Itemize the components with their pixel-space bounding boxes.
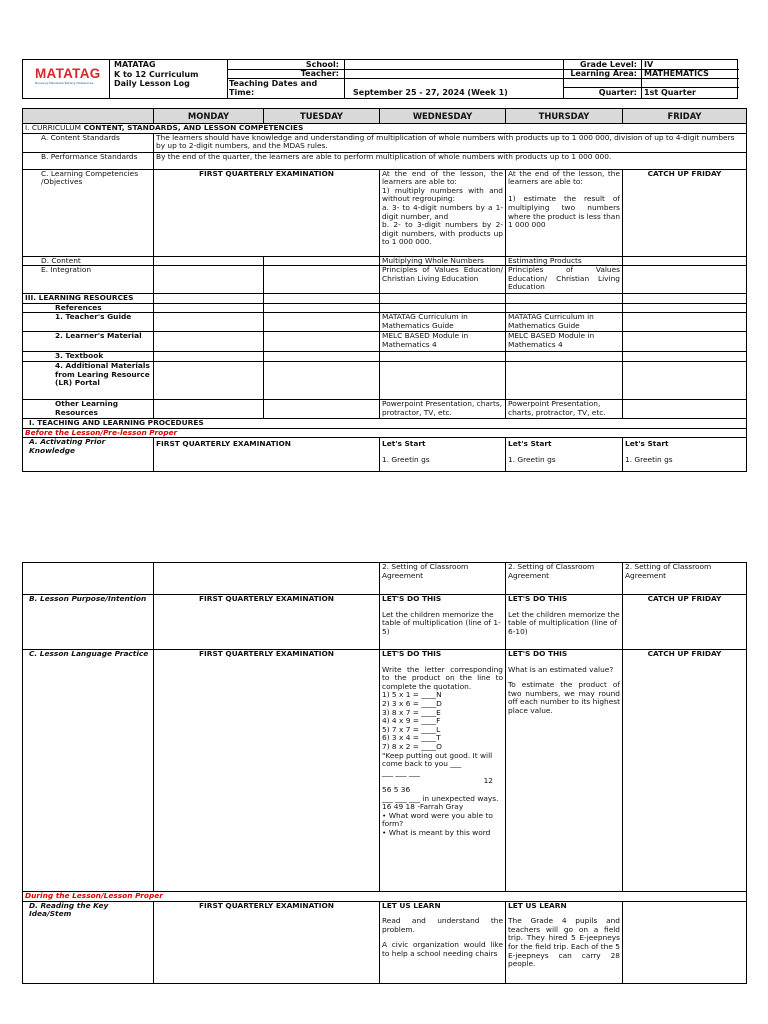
program-title xyxy=(111,60,230,89)
exam-banner: FIRST QUARTERLY EXAMINATION xyxy=(154,901,380,983)
day-header: TUESDAY xyxy=(264,109,380,124)
wed-lets-start: Let's Start 1. Greetin gs xyxy=(380,438,506,472)
reading-key-idea-label: D. Reading the Key Idea/Stem xyxy=(23,901,154,983)
content-standards-text: The learners should have knowledge and understanding of multiplication of whole numbers with products up to 1 000 000, division of up to 4-digit numbers by up to 2-digit numbers, and the MDAS rules. xyxy=(154,133,747,152)
section-curriculum-title: I. CURRICULUM CONTENT, STANDARDS, AND LESSON COMPETENCIES xyxy=(23,124,747,134)
catch-up-friday: CATCH UP FRIDAY xyxy=(623,169,747,256)
logo-text: MATATAG xyxy=(35,66,101,81)
quarter-value: 1st Quarter xyxy=(644,88,696,97)
content-label: D. Content xyxy=(23,256,154,266)
references-label: References xyxy=(23,303,154,313)
thu-lesson-purpose: LET'S DO THIS Let the children memorize the table of multiplication (line of 6-10) xyxy=(506,595,623,650)
catch-up-friday: CATCH UP FRIDAY xyxy=(623,650,747,892)
thu-teachers-guide: MATATAG Curriculum in Mathematics Guide xyxy=(506,313,623,332)
lesson-table xyxy=(22,108,747,472)
monday-exam-note: FIRST QUARTERLY EXAMINATION xyxy=(154,438,380,472)
thu-lets-start: Let's Start 1. Greetin gs xyxy=(506,438,623,472)
area-label: Learning Area: xyxy=(570,69,637,78)
grade-value: IV xyxy=(644,60,654,69)
program-line: MATATAG xyxy=(114,60,156,69)
section-resources-title: III. LEARNING RESOURCES xyxy=(23,294,154,304)
matatag-logo xyxy=(23,60,110,98)
exam-banner: FIRST QUARTERLY EXAMINATION xyxy=(154,595,380,650)
dates-value: September 25 - 27, 2024 (Week 1) xyxy=(353,88,508,97)
day-header: WEDNESDAY xyxy=(380,109,506,124)
wed-language-practice: LET'S DO THIS Write the letter corresponding to the product on the line to complete the quotation. 1) 5 x 1 = ____N 2) 3 x 6 = ____D 3) 8 x 7 = ____E 4) 4 x 9 = ____F 5) 7 x 7 = ____L 6) 3 x 4 = ____T 7) 8 x 2 = ____O "Keep putting out good. It will come back to you ___ ___ ___ ___ 12 56 5 36 ___ ___ ___ in unexpected ways. 16 49 18 -Farrah Gray • What word were you able to form? • What is meant by this word xyxy=(380,650,506,892)
wed-setting-agreement: 2. Setting of Classroom Agreement xyxy=(380,563,506,595)
thu-other-resources: Powerpoint Presentation, charts, protractor, TV, etc. xyxy=(506,399,623,418)
performance-standards-text: By the end of the quarter, the learners are able to perform multiplication of whole numbers with products up to 1 000 000. xyxy=(154,152,747,169)
thu-competency: At the end of the lesson, the learners are able to: 1) estimate the result of multiplying two numbers where the product is less than 1 000 000 xyxy=(506,169,623,256)
catch-up-friday: CATCH UP FRIDAY xyxy=(623,595,747,650)
area-value: MATHEMATICS xyxy=(644,69,709,78)
logo-tagline: Bansang Makabata Batang Makabansa xyxy=(35,81,94,85)
day-header-row xyxy=(23,109,747,124)
quarter-label: Quarter: xyxy=(598,88,637,97)
thu-setting-agreement: 2. Setting of Classroom Agreement xyxy=(506,563,623,595)
fri-setting-agreement: 2. Setting of Classroom Agreement xyxy=(623,563,747,595)
other-resources-label: Other Learning Resources xyxy=(23,399,154,418)
wed-content: Multiplying Whole Numbers xyxy=(380,256,506,266)
learners-material-label: 2. Learner's Material xyxy=(23,332,154,352)
competencies-label: C. Learning Competencies /Objectives xyxy=(23,169,154,256)
grade-label: Grade Level: xyxy=(580,60,637,69)
before-lesson-note: Before the Lesson/Pre-lesson Proper xyxy=(23,428,747,438)
header-box xyxy=(22,59,738,99)
program-line: K to 12 Curriculum xyxy=(114,69,199,79)
integration-label: E. Integration xyxy=(23,266,154,294)
thu-key-idea: LET US LEARN The Grade 4 pupils and teachers will go on a field trip. They hired 5 E-jeepneys for the field trip. Each of the 5 E-jeepneys can carry 28 people. xyxy=(506,901,623,983)
textbook-label: 3. Textbook xyxy=(23,352,154,362)
thu-integration: Principles of Values Education/ Christian Living Education xyxy=(506,266,623,294)
day-header: THURSDAY xyxy=(506,109,623,124)
day-header: FRIDAY xyxy=(623,109,747,124)
wed-key-idea: LET US LEARN Read and understand the problem. A civic organization would like to help a school needing chairs xyxy=(380,901,506,983)
wed-lesson-purpose: LET'S DO THIS Let the children memorize the table of multiplication (line of 1-5) xyxy=(380,595,506,650)
wed-competency: At the end of the lesson, the learners are able to: 1) multiply numbers with and without regrouping: a. 3- to 4-digit numbers by a 1-digit number, and b. 2- to 3-digit numbers by 2-digit numbers, with products up to 1 000 000. xyxy=(380,169,506,256)
lesson-purpose-label: B. Lesson Purpose/Intention xyxy=(23,595,154,650)
thu-content: Estimating Products xyxy=(506,256,623,266)
dates-label: Teaching Dates and Time: xyxy=(229,79,318,97)
teachers-guide-label: 1. Teacher's Guide xyxy=(23,313,154,332)
lesson-table-continued xyxy=(22,562,747,984)
wed-teachers-guide: MATATAG Curriculum in Mathematics Guide xyxy=(380,313,506,332)
exam-banner: FIRST QUARTERLY EXAMINATION xyxy=(154,650,380,892)
school-label: School: xyxy=(305,60,339,69)
during-lesson-note: During the Lesson/Lesson Proper xyxy=(23,892,747,902)
wed-learners-material: MELC BASED Module in Mathematics 4 xyxy=(380,332,506,352)
activating-prior-knowledge-label: A. Activating Prior Knowledge xyxy=(23,438,154,472)
performance-standards-label: B. Performance Standards xyxy=(23,152,154,169)
teacher-label: Teacher: xyxy=(300,69,339,78)
thu-learners-material: MELC BASED Module in Mathematics 4 xyxy=(506,332,623,352)
thu-language-practice: LET'S DO THIS What is an estimated value? To estimate the product of two numbers, we may round off each number to its highest place value. xyxy=(506,650,623,892)
wed-other-resources: Powerpoint Presentation, charts, protractor, TV, etc. xyxy=(380,399,506,418)
exam-banner: FIRST QUARTERLY EXAMINATION xyxy=(154,169,380,256)
program-line: Daily Lesson Log xyxy=(114,79,190,88)
day-header: MONDAY xyxy=(154,109,264,124)
additional-materials-label: 4. Additional Materials from Learing Resource (LR) Portal xyxy=(23,361,154,399)
content-standards-label: A. Content Standards xyxy=(23,133,154,152)
wed-integration: Principles of Values Education/ Christian Living Education xyxy=(380,266,506,294)
section-procedures-title: I. TEACHING AND LEARNING PROCEDURES xyxy=(23,418,747,428)
language-practice-label: C. Lesson Language Practice xyxy=(23,650,154,892)
fri-lets-start: Let's Start 1. Greetin gs xyxy=(623,438,747,472)
